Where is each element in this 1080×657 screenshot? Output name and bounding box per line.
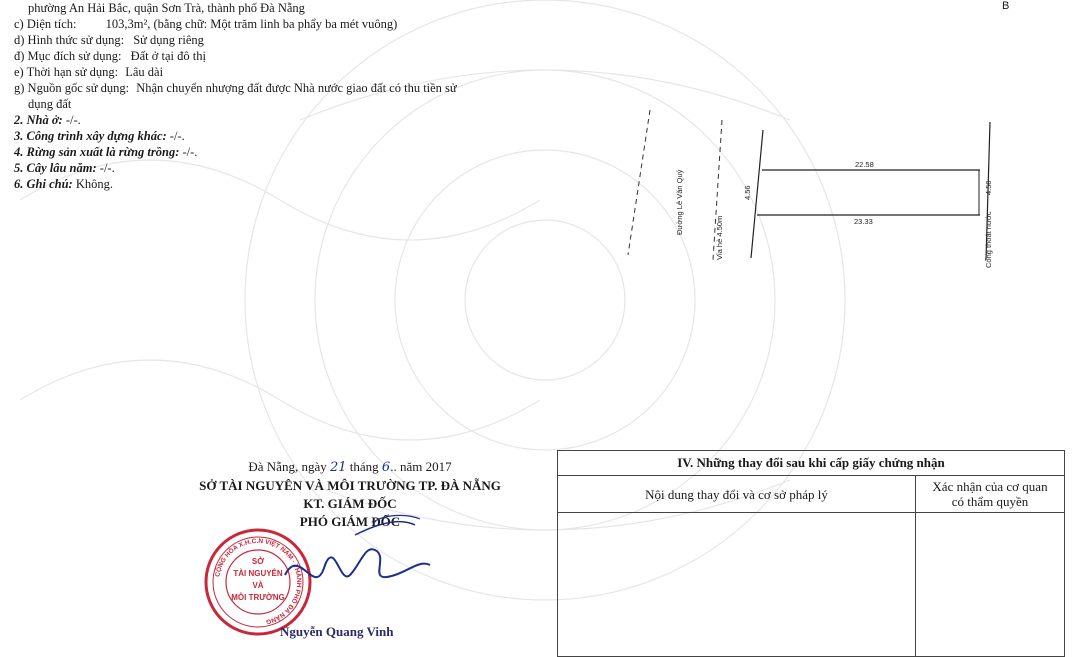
section-row — [14, 176, 574, 192]
section-list — [14, 112, 574, 192]
section-label: Ghi chú: — [26, 177, 73, 191]
section-value: -/-. — [65, 113, 81, 127]
area-label: c) Diện tích: — [14, 17, 77, 31]
date-day: 21 — [329, 460, 347, 475]
confirmation-header-line-1: Xác nhận của cơ quan — [932, 479, 1048, 494]
date-month: 6 — [381, 460, 391, 475]
seal-center-line-4: MÔI TRƯỜNG — [231, 593, 285, 602]
confirmation-header-line-2: có thẩm quyền — [951, 494, 1029, 509]
changes-column-confirmation — [916, 476, 1065, 513]
usage-form-value: Sử dụng riêng — [133, 33, 204, 47]
street-edge-left — [628, 110, 650, 255]
seal-center-line-1: SỞ — [251, 557, 265, 566]
section-row — [14, 112, 574, 128]
sidewalk-label: Vỉa hè 4.50m — [715, 215, 724, 260]
term-label: e) Thời hạn sử dụng: — [14, 65, 119, 79]
section-value: -/-. — [182, 145, 198, 159]
handwritten-signature — [245, 505, 445, 615]
section-label: Cây lâu năm: — [26, 161, 97, 175]
street-name-label: Đường Lê Văn Quý — [675, 169, 684, 235]
seal-center-line-2: TÀI NGUYÊN — [233, 569, 283, 578]
purpose-label: đ) Mục đích sử dụng: — [14, 49, 122, 63]
changes-column-content: Nội dung thay đổi và cơ sở pháp lý — [558, 476, 916, 513]
section-row — [14, 160, 574, 176]
purpose-value: Đất ở tại đô thị — [130, 49, 206, 63]
section-value: -/-. — [99, 161, 115, 175]
section-label: Công trình xây dựng khác: — [26, 129, 167, 143]
changes-content-cell — [558, 513, 916, 657]
changes-table-title: IV. Những thay đổi sau khi cấp giấy chứng nhận — [558, 451, 1065, 476]
usage-form-label: d) Hình thức sử dụng: — [14, 33, 125, 47]
seal-center-line-3: VÀ — [252, 581, 264, 590]
term-value: Lâu dài — [125, 65, 164, 79]
section-row — [14, 144, 574, 160]
plot-svg — [610, 110, 1030, 280]
origin-value-continued: dụng đất — [28, 97, 72, 111]
purpose-row — [14, 48, 574, 64]
area-row — [14, 16, 574, 32]
address-line: phường An Hải Bắc, quận Sơn Trà, thành phố Đà Nẵng — [28, 1, 305, 15]
issue-date: Đà Nẵng, ngày 21 tháng 6.. năm 2017 — [248, 459, 452, 475]
front-width-label: 4.56 — [743, 185, 752, 200]
term-row — [14, 64, 574, 80]
drain-label: Cống thoát nước — [984, 211, 993, 268]
date-month-label: tháng — [349, 459, 379, 474]
seal-ring-text: CỘNG HÒA X.H.C.N VIỆT NAM · THÀNH PHỐ ĐÀ NẴNG — [214, 537, 303, 626]
changes-confirmation-cell — [916, 513, 1065, 657]
section-label: Rừng sản xuất là rừng trồng: — [26, 145, 180, 159]
kt-title: KT. GIÁM ĐỐC — [303, 496, 397, 511]
position-title: PHÓ GIÁM ĐỐC — [299, 514, 401, 529]
usage-form-row — [14, 32, 574, 48]
section-number: 2. — [14, 113, 24, 127]
section-value: Không. — [75, 177, 113, 191]
section-value: -/-. — [169, 129, 185, 143]
top-length-label: 22.58 — [855, 160, 874, 169]
section-number: 5. — [14, 161, 24, 175]
section-label: Nhà ở: — [26, 113, 63, 127]
corner-mark: B — [1002, 0, 1010, 12]
origin-value: Nhận chuyển nhượng đất được Nhà nước giao đất có thu tiền sử — [136, 81, 457, 95]
plot-front-line — [751, 130, 763, 258]
land-info-section — [14, 0, 574, 192]
origin-label: g) Nguồn gốc sử dụng: — [14, 81, 130, 95]
section-number: 4. — [14, 145, 24, 159]
issuing-agency: SỞ TÀI NGUYÊN VÀ MÔI TRƯỜNG TP. ĐÀ NẴNG — [199, 478, 501, 493]
section-number: 3. — [14, 129, 24, 143]
changes-table — [557, 450, 1065, 657]
origin-row — [14, 80, 574, 96]
bottom-length-label: 23.33 — [854, 217, 873, 226]
area-value: 103,3m², (bằng chữ: Một trăm linh ba phẩy ba mét vuông) — [105, 17, 398, 31]
section-number: 6. — [14, 177, 24, 191]
date-prefix: Đà Nẵng, ngày — [248, 459, 327, 474]
back-width-label: 4.50 — [984, 180, 993, 195]
section-row — [14, 128, 574, 144]
signer-name: Nguyễn Quang Vinh — [280, 624, 394, 639]
land-plot-diagram — [610, 110, 1030, 280]
date-year: năm 2017 — [399, 459, 452, 474]
